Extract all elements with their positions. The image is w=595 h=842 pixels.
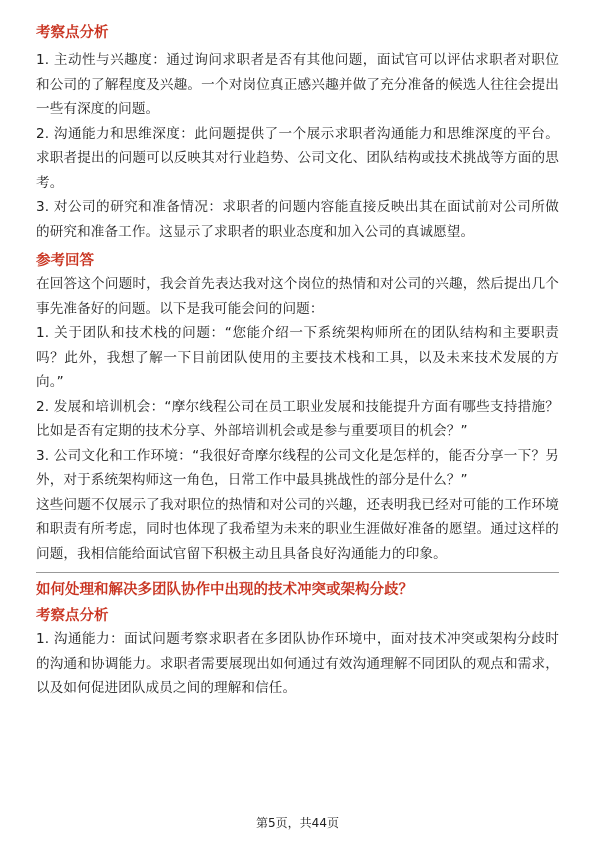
- section-divider: [36, 572, 559, 573]
- question-section: [36, 579, 559, 701]
- interview-question: 如何处理和解决多团队协作中出现的技术冲突或架构分歧？: [36, 582, 413, 598]
- section-heading: 考察点分析: [36, 608, 109, 624]
- analysis-item: 1. 沟通能力：面试问题考察求职者在多团队协作环境中，面对技术冲突或架构分歧时的沟通和协调能力。求职者需要展现出如何通过有效沟通理解不同团队的观点和需求，以及如何促进团队成员之间的理解和信任。: [36, 631, 559, 696]
- reference-answer-section: [36, 250, 559, 566]
- analysis-item: 3. 对公司的研究和准备情况：求职者的问题内容能直接反映出其在面试前对公司所做的研究和准备工作。这显示了求职者的职业态度和加入公司的真诚愿望。: [36, 199, 559, 240]
- section-heading: 参考回答: [36, 253, 94, 269]
- page-number: 第5页，共44页: [256, 816, 339, 830]
- answer-item: 1. 关于团队和技术栈的问题：“您能介绍一下系统架构师所在的团队结构和主要职责吗？此外，我想了解一下目前团队使用的主要技术栈和工具，以及未来技术发展的方向。”: [36, 325, 559, 390]
- answer-intro: 在回答这个问题时，我会首先表达我对这个岗位的热情和对公司的兴趣，然后提出几个事先准备好的问题。以下是我可能会问的问题：: [36, 276, 559, 317]
- answer-item: 2. 发展和培训机会：“摩尔线程公司在员工职业发展和技能提升方面有哪些支持措施？比如是否有定期的技术分享、外部培训机会或是参与重要项目的机会？”: [36, 398, 559, 439]
- analysis-section-1: [36, 22, 559, 244]
- answer-conclusion: 这些问题不仅展示了我对职位的热情和对公司的兴趣，还表明我已经对可能的工作环境和职责有所考虑，同时也体现了我希望为未来的职业生涯做好准备的愿望。通过这样的问题，我相信能给面试官留下积极主动且具备良好沟通能力的印象。: [36, 496, 559, 562]
- answer-item: 3. 公司文化和工作环境：“我很好奇摩尔线程的公司文化是怎样的，能否分享一下？另外，对于系统架构师这一角色，日常工作中最具挑战性的部分是什么？”: [36, 447, 559, 488]
- section-heading: 考察点分析: [36, 25, 109, 41]
- analysis-item: 2. 沟通能力和思维深度：此问题提供了一个展示求职者沟通能力和思维深度的平台。求职者提出的问题可以反映其对行业趋势、公司文化、团队结构或技术挑战等方面的思考。: [36, 125, 559, 191]
- analysis-item: 1. 主动性与兴趣度：通过询问求职者是否有其他问题，面试官可以评估求职者对职位和公司的了解程度及兴趣。一个对岗位真正感兴趣并做了充分准备的候选人往往会提出一些有深度的问题。: [36, 52, 559, 117]
